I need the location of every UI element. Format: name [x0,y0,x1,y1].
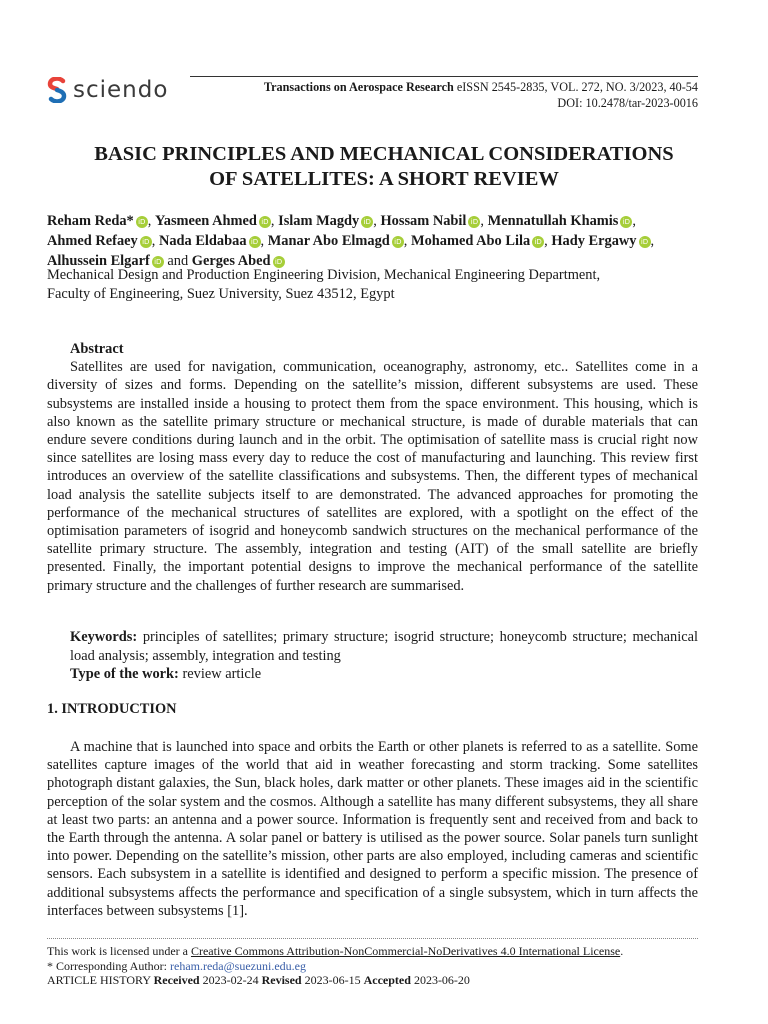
article-history [47,973,698,988]
received-label: Received [153,973,200,987]
author[interactable]: Manar Abo Elmagd [267,233,390,249]
author[interactable]: Reham Reda* [47,213,134,229]
work-type-value: review article [182,666,262,682]
author[interactable]: Hady Ergawy [551,233,637,249]
journal-issn: eISSN 2545-2835, VOL. 272, NO. 3/2023, 40-54 [456,80,698,94]
abstract-heading: Abstract [70,341,124,357]
accepted-label: Accepted [363,973,411,987]
corresponding-label: * Corresponding Author: [47,958,167,973]
orcid-icon[interactable]: iD [639,236,651,248]
author[interactable]: Gerges Abed [191,253,271,269]
affiliation-line-2: Faculty of Engineering, Suez University, Suez 43512, Egypt [47,286,395,302]
license-prefix: This work is licensed under a [47,944,188,958]
paper-title [40,142,728,192]
revised-label: Revised [261,973,302,987]
keywords-block [70,628,698,684]
introduction-text: A machine that is launched into space and orbits the Earth or other planets is referred to as a satellite. Some satellites capture images of the world that aid in weather forecasting and storm tracking. Some satellites photograph distant galaxies, the Sun, black holes, dark matter or other planets. These images aid in the scientific perception of the solar system and the cosmos. Although a satellite has many different subsystems, they all share at least two parts: an antenna and a power source. Information is frequently sent and received from and back to the Earth through the antenna. A solar panel or battery is utilised as the power source. Solar panels turn sunlight into power. Depending on the satellite’s mission, other parts are also employed, including cameras and scientific sensors. Each subsystem in a satellite is identified and designed to perform a specific mission. The presence of additional subsystems affects the performance and specification of a single subsystem, which in turn affects the interfaces between subsystems [1]. [47,739,698,919]
corresponding-line [47,959,698,974]
author[interactable]: Hossam Nabil [380,213,467,229]
author[interactable]: Mohamed Abo Lila [411,233,531,249]
orcid-icon[interactable]: iD [532,236,544,248]
author[interactable]: Alhussein Elgarf [47,253,150,269]
author[interactable]: Islam Magdy [278,213,360,229]
title-line-2: OF SATELLITES: A SHORT REVIEW [209,168,559,190]
received-date: 2023-02-24 [202,973,259,987]
abstract [47,340,698,595]
section-heading-introduction: 1. INTRODUCTION [47,701,177,717]
orcid-icon[interactable]: iD [259,216,271,228]
footer-rule [47,938,698,939]
orcid-icon[interactable]: iD [273,256,285,268]
affiliation-line-1: Mechanical Design and Production Engineering Division, Mechanical Engineering Department, [47,267,601,283]
orcid-icon[interactable]: iD [392,236,404,248]
license-link[interactable]: Creative Commons Attribution-NonCommercial-NoDerivatives 4.0 International License [190,944,621,958]
author[interactable]: Ahmed Refaey [47,233,138,249]
journal-name: Transactions on Aerospace Research [263,80,454,94]
orcid-icon[interactable]: iD [620,216,632,228]
page-footer [47,944,698,988]
corresponding-email-link[interactable]: reham.reda@suezuni.edu.eg [170,958,306,973]
history-label: ARTICLE HISTORY [47,973,151,987]
work-type-label: Type of the work: [70,666,179,682]
orcid-icon[interactable]: iD [152,256,164,268]
orcid-icon[interactable]: iD [249,236,261,248]
journal-header [190,79,698,111]
sciendo-s-logo-icon [47,77,67,103]
license-suffix: . [620,944,624,958]
orcid-icon[interactable]: iD [140,236,152,248]
publisher-name: sciendo [73,77,169,103]
keywords-text: principles of satellites; primary structure; isogrid structure; honeycomb structure; mechanical load analysis; assembly, integration and testing [70,629,698,664]
author[interactable]: Mennatullah Khamis [487,213,619,229]
orcid-icon[interactable]: iD [468,216,480,228]
authors-and: and [167,253,189,269]
license-line [47,944,698,959]
orcid-icon[interactable]: iD [136,216,148,228]
keywords-label: Keywords: [70,629,138,645]
journal-doi: DOI: 10.2478/tar-2023-0016 [557,96,698,110]
header-rule [190,76,698,77]
accepted-date: 2023-06-20 [413,973,470,987]
revised-date: 2023-06-15 [304,973,361,987]
author[interactable]: Nada Eldabaa [158,233,247,249]
title-line-1: BASIC PRINCIPLES AND MECHANICAL CONSIDERATIONS [94,143,674,165]
author[interactable]: Yasmeen Ahmed [154,213,257,229]
abstract-text: Satellites are used for navigation, communication, oceanography, astronomy, etc.. Satellites come in a diversity of sizes and forms. Depending on the satellite’s mission, different subsystems are used. These subsystems are installed inside a housing to protect them from the space environment. This housing, which is also known as the satellite primary structure or mechanical structure, is made of durable materials that can endure severe conditions during launch and in the orbit. The optimisation of satellite mass is crucial right now since satellites are losing mass every day to reduce the cost of manufacturing and launching. This review first introduces an overview of the satellite classifications and subsystems. Then, the different types of mechanical load analysis the satellite subjects itself to are demonstrated. The advanced approaches for promoting the performance of the mechanical structures of satellites are explored, with a spotlight on the effect of the optimisation parameters of isogrid and honeycomb sandwich structures on the mechanical performance of the satellite primary structure. The assembly, integration and testing (AIT) of the small satellite are briefly presented. Finally, the important potential designs to improve the mechanical performance of the satellite primary structure and the challenges of further research are summarised. [47,359,698,594]
affiliation [47,266,698,304]
orcid-icon[interactable]: iD [361,216,373,228]
author-list: Reham Reda* iD , Yasmeen Ahmed iD , Islam Magdy iD , Hossam Nabil iD , Mennatullah Khamis iD , Ahmed Refaey iD , Nada Eldabaa iD , Manar Abo Elmagd iD , Mohamed Abo Lila iD , Hady Ergawy iD , Alhussein Elgarf iD and Gerges Abed iD [47,213,655,269]
sciendo-logo [47,75,168,105]
